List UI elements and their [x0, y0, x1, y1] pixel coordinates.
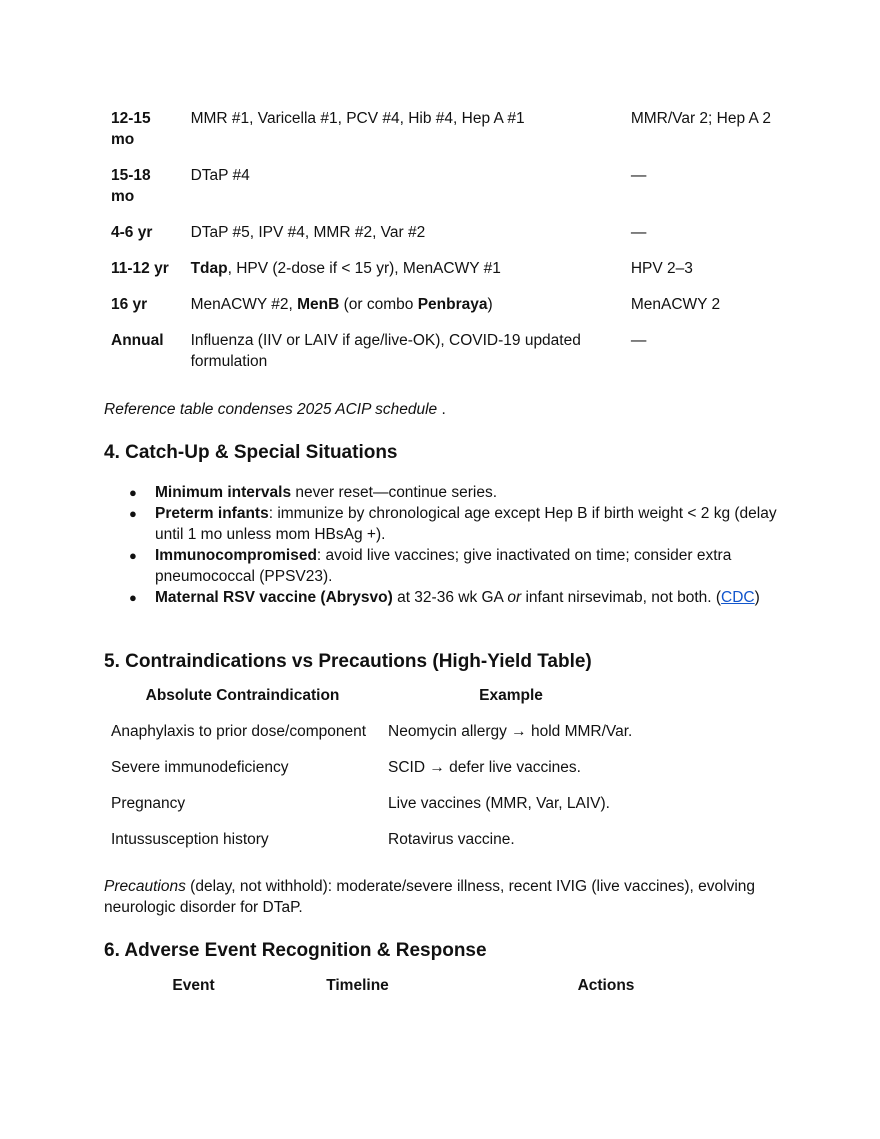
list-item	[104, 482, 794, 503]
example-cell: SCID → defer live vaccines.	[388, 759, 581, 776]
schedule-caption-end: .	[437, 401, 446, 418]
table-header-row	[104, 685, 641, 721]
text-segment: MMR #1, Varicella #1, PCV #4, Hib #4, Hep A #1	[190, 110, 525, 127]
bold-text: Tdap	[190, 260, 228, 277]
text-segment: DTaP #4	[190, 167, 250, 184]
contraindication-cell: Anaphylaxis to prior dose/component	[111, 723, 367, 740]
italic-text: or	[507, 589, 522, 606]
column-header: Event	[172, 977, 215, 994]
catchup-cell: MenACWY 2	[630, 296, 721, 313]
age-cell: 12-15 mo	[111, 110, 151, 148]
text-segment: at 32-36 wk GA	[392, 589, 508, 606]
contraindication-cell: Pregnancy	[111, 795, 186, 812]
list-item	[104, 545, 794, 587]
doses-cell	[184, 108, 624, 165]
text-segment: : avoid live vaccines; give inactivated on time; consider extra pneumococcal (PPSV23).	[155, 547, 732, 585]
schedule-caption-text: Reference table condenses 2025 ACIP schedule	[104, 401, 438, 418]
age-cell: 11-12 yr	[111, 260, 169, 277]
age-cell: 15-18 mo	[111, 167, 151, 205]
section-6-heading: 6. Adverse Event Recognition & Response	[104, 940, 487, 961]
catchup-cell: HPV 2–3	[630, 260, 693, 277]
column-header: Actions	[577, 977, 635, 994]
adverse-events-table	[104, 975, 780, 996]
list-item	[104, 503, 794, 545]
catchup-cell: —	[630, 224, 647, 241]
column-header: Timeline	[326, 977, 389, 994]
table-row	[104, 757, 641, 793]
text-segment: infant nirsevimab, not both. (	[521, 589, 722, 606]
table-row	[104, 108, 780, 165]
schedule-caption	[104, 399, 446, 420]
column-header: Example	[479, 687, 543, 704]
table-header-row	[104, 975, 780, 996]
precautions-note	[104, 876, 784, 918]
doses-cell	[184, 294, 624, 330]
text-segment: DTaP #5, IPV #4, MMR #2, Var #2	[190, 224, 426, 241]
catchup-cell: —	[630, 167, 647, 184]
section-4-heading: 4. Catch-Up & Special Situations	[104, 442, 398, 463]
list-item	[104, 587, 794, 608]
contraindications-table	[104, 685, 641, 865]
section-5-heading: 5. Contraindications vs Precautions (High-Yield Table)	[104, 651, 592, 672]
doses-cell	[184, 258, 624, 294]
doses-cell	[184, 330, 624, 387]
contraindication-cell: Severe immunodeficiency	[111, 759, 289, 776]
example-cell: Rotavirus vaccine.	[388, 831, 515, 848]
text-segment: Influenza (IIV or LAIV if age/live-OK), COVID-19 updated formulation	[190, 332, 581, 370]
text-segment: )	[754, 589, 760, 606]
text-segment: (or combo	[339, 296, 418, 313]
age-cell: Annual	[111, 332, 164, 349]
bold-text: Preterm infants	[155, 505, 269, 522]
section-4-list	[104, 482, 794, 608]
precautions-label: Precautions	[104, 878, 186, 895]
catchup-cell: MMR/Var 2; Hep A 2	[630, 110, 771, 127]
contraindication-cell: Intussusception history	[111, 831, 269, 848]
bold-text: Immunocompromised	[155, 547, 317, 564]
doses-cell	[184, 222, 624, 258]
example-cell: Neomycin allergy → hold MMR/Var.	[388, 723, 633, 740]
catchup-cell: —	[630, 332, 647, 349]
table-row	[104, 330, 780, 387]
text-segment: , HPV (2-dose if < 15 yr), MenACWY #1	[227, 260, 501, 277]
text-segment: MenACWY #2,	[190, 296, 298, 313]
precautions-text: (delay, not withhold): moderate/severe illness, recent IVIG (live vaccines), evolving neurologic disorder for DTaP.	[104, 878, 756, 916]
table-row	[104, 222, 780, 258]
bold-text: Minimum intervals	[155, 484, 292, 501]
cdc-link[interactable]: CDC	[721, 589, 755, 606]
table-row	[104, 793, 641, 829]
text-segment: never reset—continue series.	[291, 484, 497, 501]
table-row	[104, 258, 780, 294]
column-header: Absolute Contraindication	[145, 687, 340, 704]
table-row	[104, 165, 780, 222]
doses-cell	[184, 165, 624, 222]
schedule-table	[104, 108, 780, 387]
bold-text: MenB	[297, 296, 340, 313]
table-row	[104, 294, 780, 330]
age-cell: 4-6 yr	[111, 224, 153, 241]
text-segment: )	[487, 296, 493, 313]
table-row	[104, 721, 641, 757]
table-row	[104, 829, 641, 865]
example-cell: Live vaccines (MMR, Var, LAIV).	[388, 795, 610, 812]
bold-text: Maternal RSV vaccine (Abrysvo)	[155, 589, 393, 606]
age-cell: 16 yr	[111, 296, 148, 313]
bold-text: Penbraya	[417, 296, 488, 313]
text-segment: : immunize by chronological age except Hep B if birth weight < 2 kg (delay until 1 mo unless mom HBsAg +).	[155, 505, 777, 543]
